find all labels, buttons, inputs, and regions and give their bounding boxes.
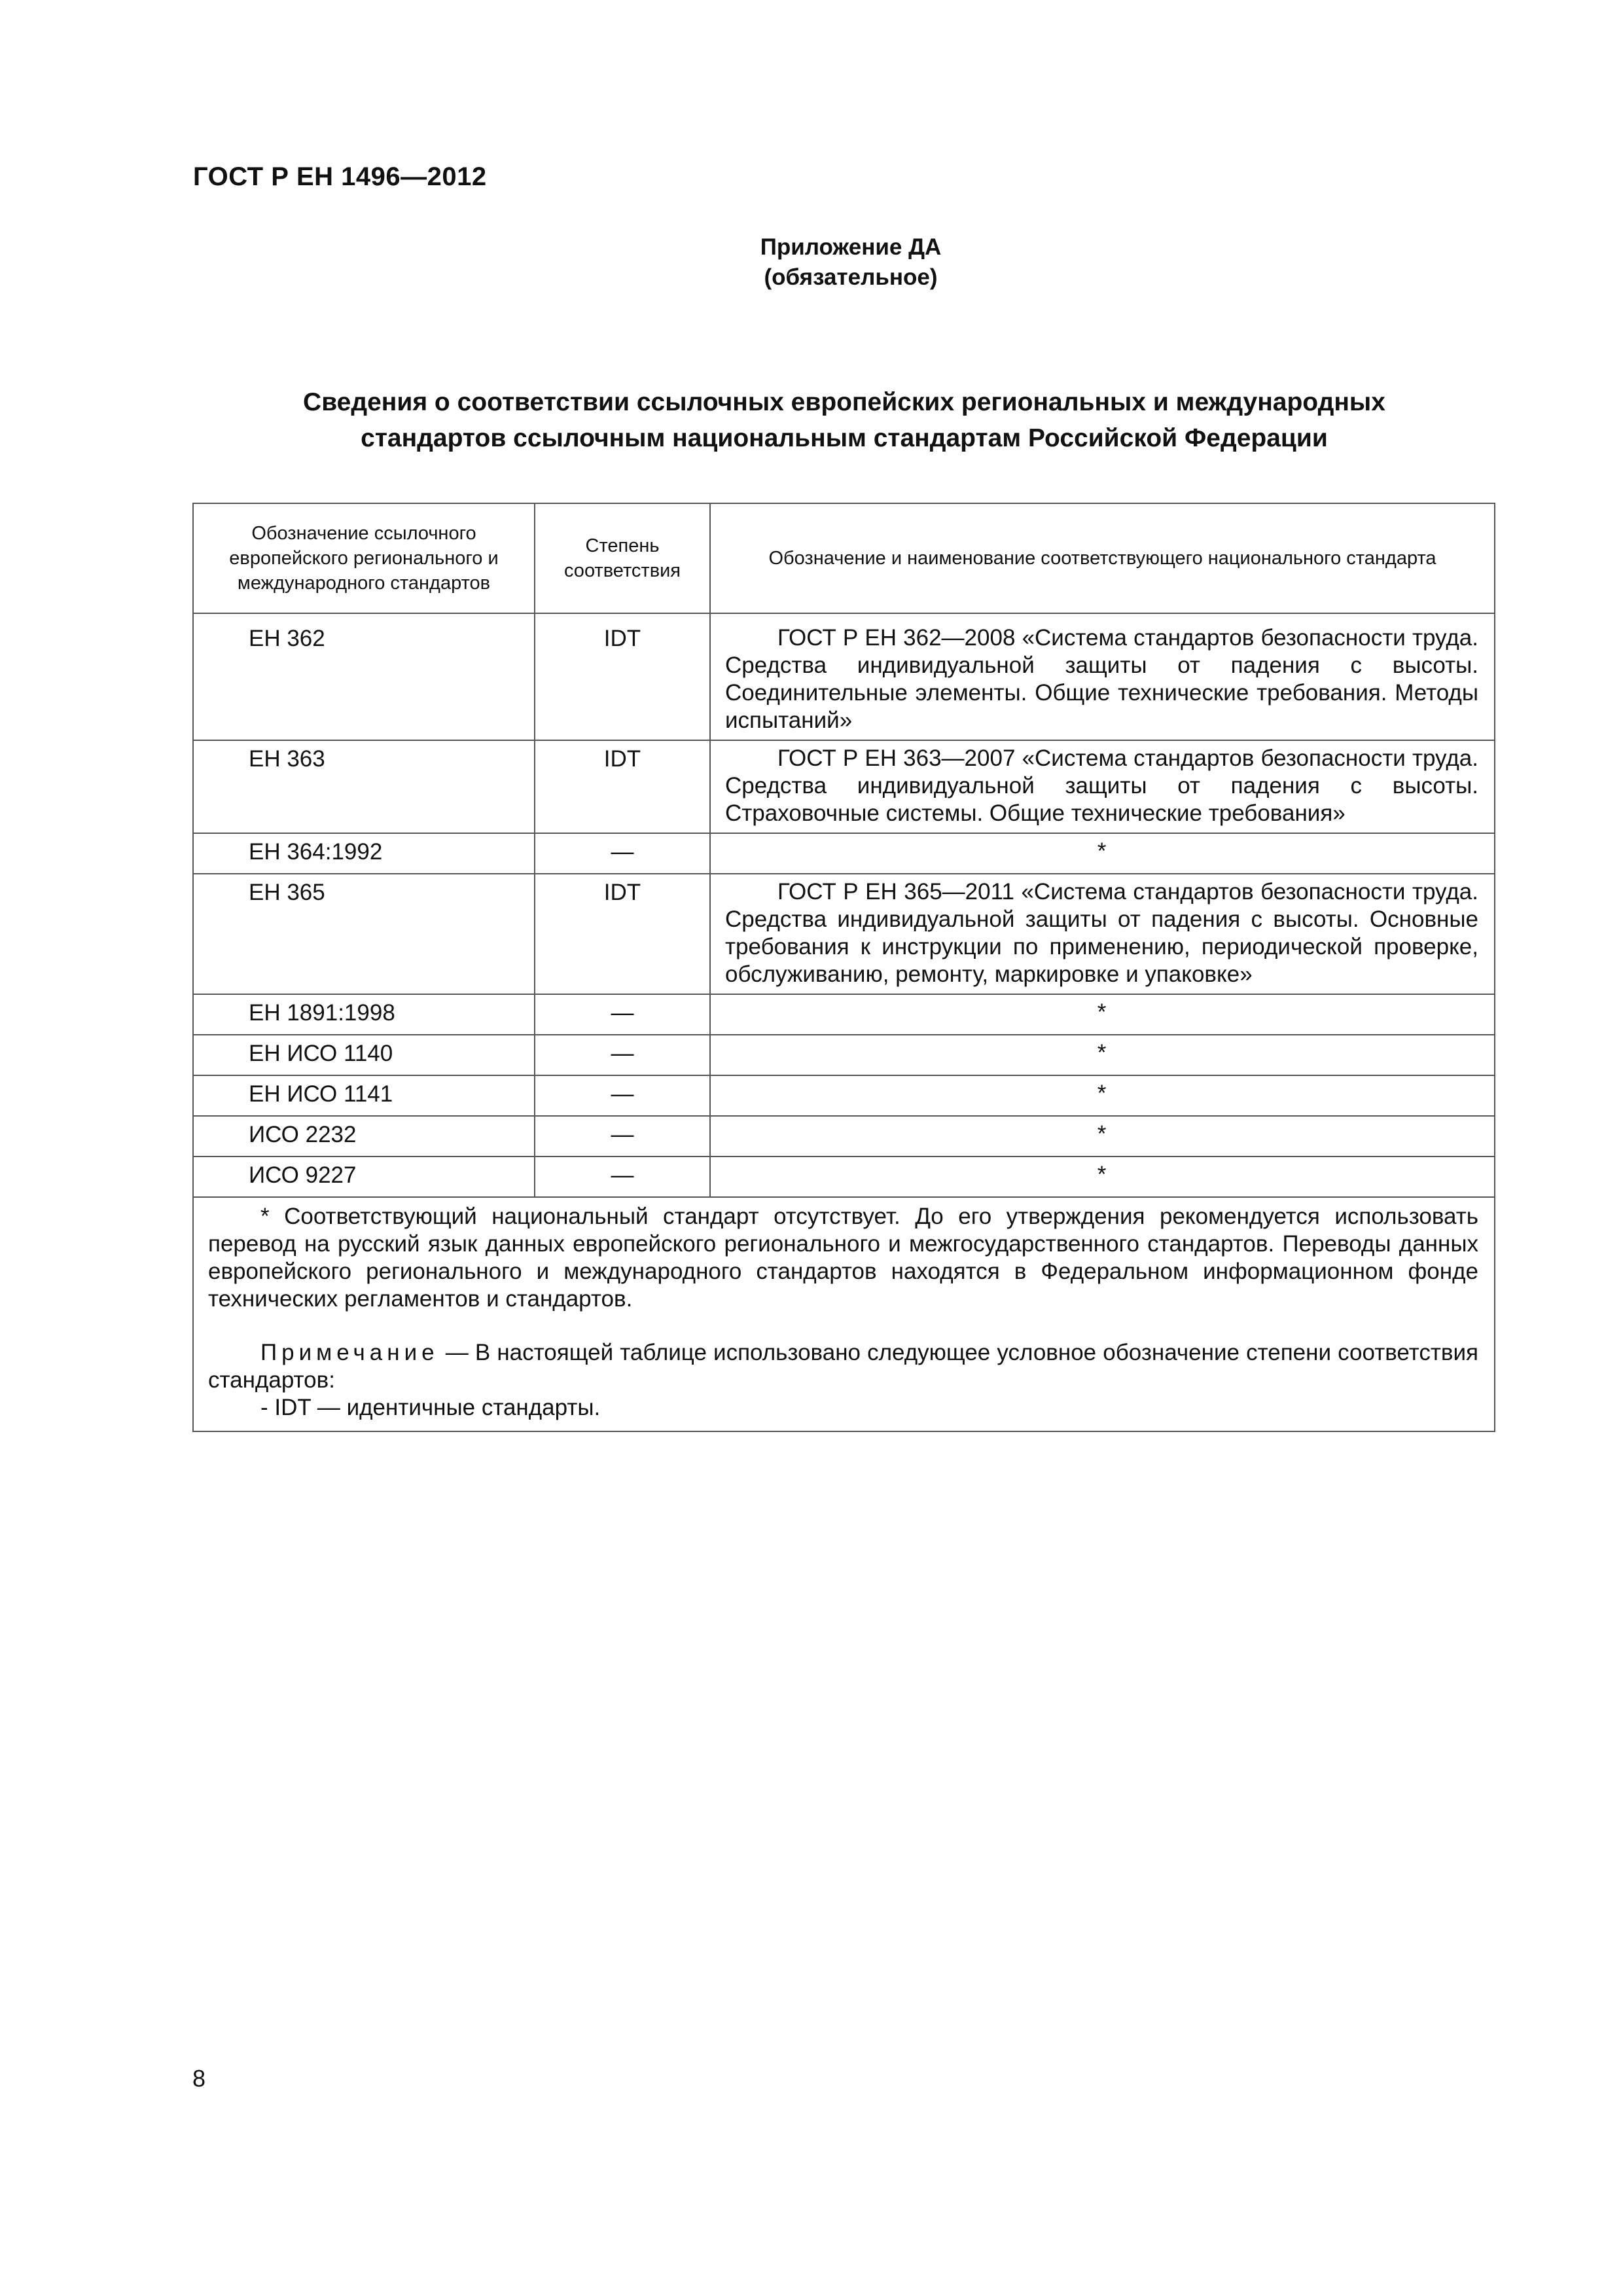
table-footnote-cell <box>193 1197 1495 1431</box>
title-line-1: Сведения о соответствии ссылочных европейских региональных и международных <box>303 388 1385 416</box>
annex-heading <box>654 232 1047 293</box>
national-cell: * <box>710 1116 1495 1157</box>
footnote-text: * Соответствующий национальный стандарт отсутствует. До его утверждения рекомендуется использовать перевод на русский язык данных европейского регионального и межгосударственного стандартов. Переводы данных европейского регионального и международного стандартов находятся в Федеральном информационном фонде технических регламентов и стандартов. <box>208 1204 1478 1312</box>
degree-cell: IDT <box>535 620 710 740</box>
document-code: ГОСТ Р ЕН 1496—2012 <box>193 162 487 191</box>
ref-cell: ЕН ИСО 1140 <box>193 1035 535 1075</box>
table-row <box>193 994 1495 1035</box>
table-row <box>193 620 1495 740</box>
ref-cell: ИСО 2232 <box>193 1116 535 1157</box>
note-paragraph <box>208 1339 1478 1394</box>
title-line-2: стандартов ссылочным национальным стандартам Российской Федерации <box>361 424 1328 452</box>
header-degree: Степень соответствия <box>535 503 710 613</box>
ref-cell: ЕН ИСО 1141 <box>193 1075 535 1116</box>
ref-cell: ЕН 363 <box>193 740 535 833</box>
table-row <box>193 1075 1495 1116</box>
table-row <box>193 1035 1495 1075</box>
national-cell: ГОСТ Р ЕН 365—2011 «Система стандартов безопасности труда. Средства индивидуальной защиты от падения с высоты. Основные требования к инструкции по применению, периодической проверке, обслуживанию, ремонту, маркировке и упаковке» <box>710 874 1495 994</box>
header-separator <box>193 613 1495 620</box>
table-row <box>193 874 1495 994</box>
degree-cell: IDT <box>535 740 710 833</box>
table-row <box>193 740 1495 833</box>
note-item: - IDT — идентичные стандарты. <box>260 1395 601 1420</box>
national-cell: * <box>710 1157 1495 1197</box>
ref-cell: ЕН 364:1992 <box>193 833 535 874</box>
page-number: 8 <box>192 2065 206 2092</box>
correspondence-table <box>192 503 1495 1432</box>
national-cell: * <box>710 1035 1495 1075</box>
degree-cell: — <box>535 1035 710 1075</box>
national-cell: ГОСТ Р ЕН 362—2008 «Система стандартов безопасности труда. Средства индивидуальной защиты от падения с высоты. Соединительные элементы. Общие технические требования. Методы испытаний» <box>710 620 1495 740</box>
annex-status: (обязательное) <box>764 264 938 290</box>
header-reference-standard: Обозначение ссылочного европейского регионального и международного стандартов <box>193 503 535 613</box>
degree-cell: — <box>535 994 710 1035</box>
national-cell: * <box>710 1075 1495 1116</box>
note-text: — В настоящей таблице использовано следующее условное обозначение степени соответствия стандартов: <box>208 1340 1478 1393</box>
table-header-row <box>193 503 1495 613</box>
degree-cell: — <box>535 1075 710 1116</box>
ref-cell: ЕН 365 <box>193 874 535 994</box>
national-cell: ГОСТ Р ЕН 363—2007 «Система стандартов безопасности труда. Средства индивидуальной защиты от падения с высоты. Страховочные системы. Общие технические требования» <box>710 740 1495 833</box>
page-title <box>196 384 1492 456</box>
table-row <box>193 1157 1495 1197</box>
table-row <box>193 833 1495 874</box>
ref-cell: ЕН 1891:1998 <box>193 994 535 1035</box>
ref-cell: ЕН 362 <box>193 620 535 740</box>
table-footer-row <box>193 1197 1495 1431</box>
header-national-standard: Обозначение и наименование соответствующего национального стандарта <box>710 503 1495 613</box>
annex-name: Приложение ДА <box>760 234 942 260</box>
degree-cell: — <box>535 1116 710 1157</box>
degree-cell: — <box>535 1157 710 1197</box>
national-cell: * <box>710 994 1495 1035</box>
degree-cell: IDT <box>535 874 710 994</box>
degree-cell: — <box>535 833 710 874</box>
ref-cell: ИСО 9227 <box>193 1157 535 1197</box>
note-label: Примечание <box>260 1340 439 1365</box>
national-cell: * <box>710 833 1495 874</box>
table-row <box>193 1116 1495 1157</box>
